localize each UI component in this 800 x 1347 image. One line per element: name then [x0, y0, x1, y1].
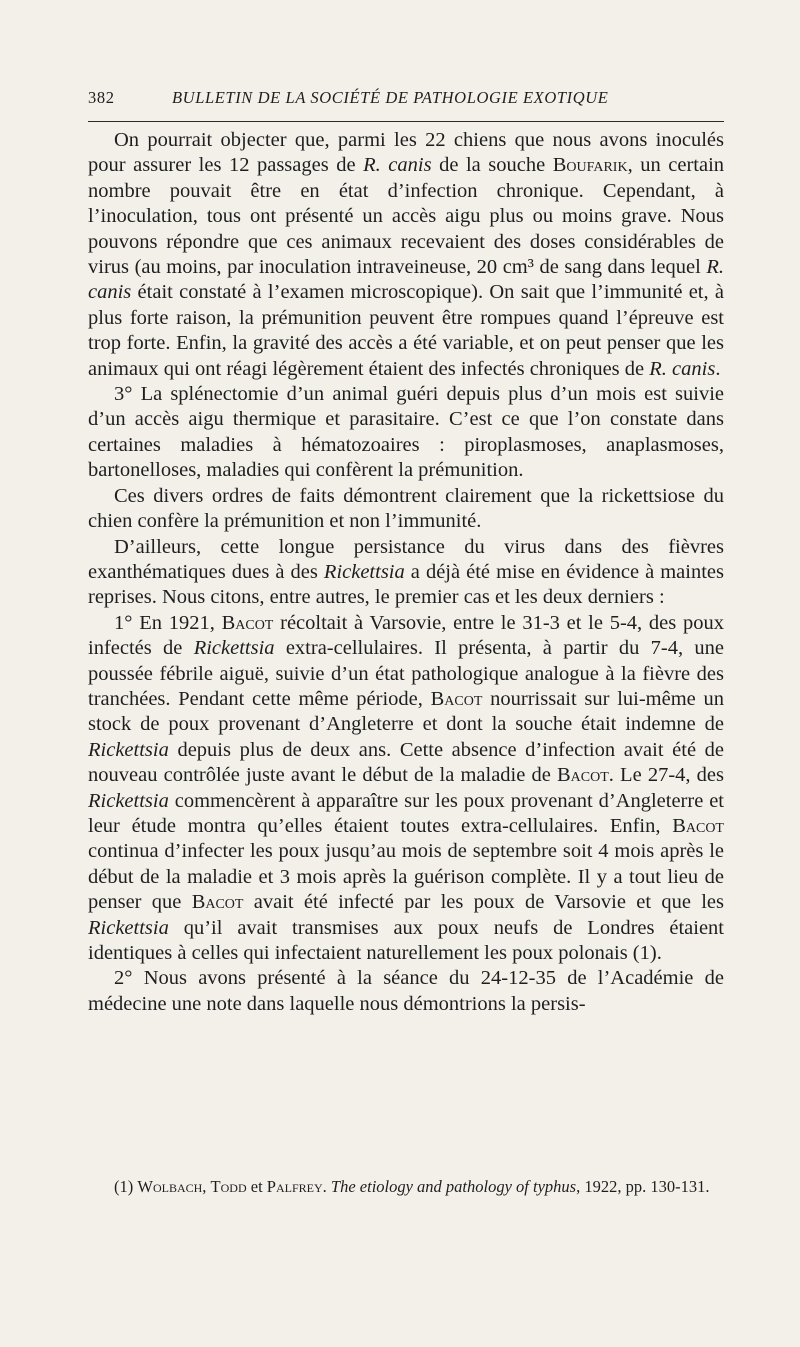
footnote: (1) Wolbach, Todd et Palfrey. The etiology and pathology of typhus, 1922, pp. 130-131.: [114, 1177, 710, 1196]
running-title: BULLETIN DE LA SOCIÉTÉ DE PATHOLOGIE EXOTIQUE: [172, 88, 609, 107]
body-text: [88, 128, 724, 1017]
header-rule: [88, 121, 724, 122]
paragraph: Ces divers ordres de faits démontrent clairement que la rickettsiose du chien confère la prémunition et non l’immunité.: [88, 484, 724, 533]
paragraph: On pourrait objecter que, parmi les 22 chiens que nous avons inoculés pour assurer les 12 passages de R. canis de la souche Boufarik, un certain nombre pouvait être en état d’infection chronique. Cependant, à l’inoculation, tous ont présenté un accès aigu plus ou moins grave. Nous pouvons répondre que ces animaux recevaient des doses considérables de virus (au moins, par inoculation intraveineuse, 20 cm³ de sang dans lequel R. canis était constaté à l’examen microscopique). On sait que l’immunité et, à plus forte raison, la prémunition peuvent être rompues quand l’épreuve est trop forte. Enfin, la gravité des accès a été variable, et on peut penser que les animaux qui ont réagi légèrement étaient des infectés chroniques de R. canis.: [88, 129, 725, 380]
paragraph: D’ailleurs, cette longue persistance du virus dans des fièvres exanthématiques dues à des Rickettsia a déjà été mise en évidence à maintes reprises. Nous citons, entre autres, le premier cas et les deux derniers :: [88, 535, 724, 609]
page-number: 382: [88, 88, 115, 107]
paragraph: 1° En 1921, Bacot récoltait à Varsovie, entre le 31-3 et le 5-4, des poux infectés de Rickettsia extra-cellulaires. Il présenta, à partir du 7-4, une poussée fébrile aiguë, suivie d’un état pathologique analogue à la fièvre des tranchées. Pendant cette même période, Bacot nourrissait sur lui-même un stock de poux provenant d’Angleterre et dont la souche était indemne de Rickettsia depuis plus de deux ans. Cette absence d’infection avait été de nouveau contrôlée juste avant le début de la maladie de Bacot. Le 27-4, des Rickettsia commencèrent à apparaître sur les poux provenant d’Angleterre et leur étude montra qu’elles étaient toutes extra-cellulaires. Enfin, Bacot continua d’infecter les poux jusqu’au mois de septembre soit 4 mois après le début de la maladie et 3 mois après la guérison complète. Il y a tout lieu de penser que Bacot avait été infecté par les poux de Varsovie et que les Rickettsia qu’il avait transmises aux poux neufs de Londres étaient identiques à celles qui infectaient naturellement les poux polonais (1).: [88, 611, 725, 964]
paragraph: 2° Nous avons présenté à la séance du 24-12-35 de l’Académie de médecine une note dans laquelle nous démontrions la persis-: [88, 967, 724, 1015]
paragraph: 3° La splénectomie d’un animal guéri depuis plus d’un mois est suivie d’un accès aigu thermique et parasitaire. C’est ce que l’on constate dans certaines maladies à hématozoaires : piroplasmoses, anaplasmoses, bartonelloses, maladies qui confèrent la prémunition.: [88, 383, 724, 482]
